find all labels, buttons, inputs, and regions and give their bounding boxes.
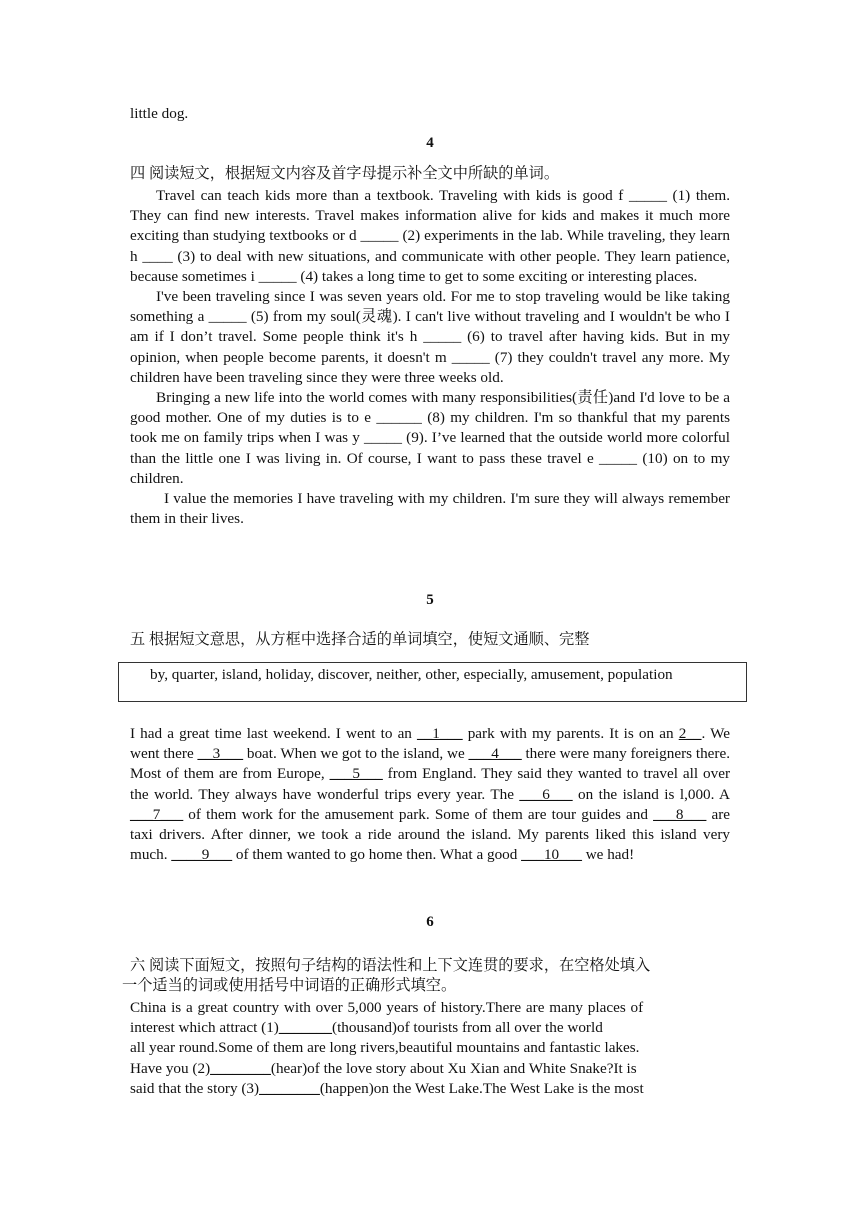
passage-text: interest which attract (1)	[130, 1019, 279, 1037]
section-4-paragraph-1: Travel can teach kids more than a textbook. Traveling with kids is good f _____ (1) them. They can find new interests. Travel makes information alive for kids and makes it much more exciting than studying textbooks or d _____ (2) experiments in the lab. While traveling, they learn h ____ (3) to deal with new situations, and communicate with other people. They learn patience, because sometimes i _____ (4) takes a long time to get to some exciting or interesting places.	[130, 187, 730, 285]
word-box	[118, 662, 747, 702]
blank-3[interactable]: ________	[259, 1079, 320, 1097]
section-6-passage	[130, 998, 730, 1099]
word-box-list: by, quarter, island, holiday, discover, neither, other, especially, amusement, population	[150, 666, 673, 683]
section-5-paragraph	[130, 724, 730, 865]
blank-5[interactable]: ___5___	[329, 765, 383, 783]
passage-text: (happen)on the West Lake.The West Lake is the most	[319, 1079, 644, 1097]
section-4-paragraph-3: Bringing a new life into the world comes with many responsibilities(责任)and I'd love to be a good mother. One of my duties is to e ______ (8) my children. I'm so thankful that my parents took me on family trips when I was y _____ (9). I’ve learned that the outside world more colorful than the little one I was living in. Of course, I want to pass these travel e _____ (10) on to my children.	[130, 389, 730, 487]
section-4-instruction: 四 阅读短文，根据短文内容及首字母提示补全文中所缺的单词。	[130, 165, 560, 182]
passage-text: there were many foreigners there. Most of them are from Europe,	[130, 745, 730, 783]
passage-text: (thousand)of tourists from all over the world	[332, 1019, 603, 1037]
blank-10[interactable]: ___10___	[521, 846, 582, 864]
passage-text: . We went there	[130, 725, 730, 763]
blank-7[interactable]: ___7___	[130, 805, 184, 823]
passage-text: Have you (2)	[130, 1059, 211, 1077]
passage-text: of them wanted to go home then. What a good	[232, 846, 522, 864]
passage-text: said that the story (3)	[130, 1079, 260, 1097]
section-5-instruction: 五 根据短文意思，从方框中选择合适的单词填空，使短文通顺、完整	[130, 631, 590, 648]
blank-2[interactable]: 2__	[678, 725, 702, 742]
section-6-instruction-line-2: 一个适当的词或使用括号中词语的正确形式填空。	[122, 977, 457, 995]
section-6-instruction-line-1: 六 阅读下面短文，按照句子结构的语法性和上下文连贯的要求，在空格处填入	[130, 957, 651, 974]
top-fragment: little dog.	[130, 105, 189, 122]
section-6-line	[130, 1079, 730, 1099]
section-4-paragraph-4: I value the memories I have traveling with my children. I'm sure they will always remember them in their lives.	[130, 490, 730, 528]
passage-text: from England. They said they wanted to travel all over the world. They always have wonderful trips every year. The	[130, 765, 730, 803]
passage-text: (hear)of the love story about Xu Xian and White Snake?It is	[270, 1059, 637, 1077]
section-6-line: all year round.Some of them are long rivers,beautiful mountains and fantastic lakes.	[130, 1039, 640, 1057]
passage-text: of them work for the amusement park. Some of them are tour guides and	[183, 805, 654, 823]
section-5-passage	[130, 724, 730, 865]
section-4-paragraph-2: I've been traveling since I was seven years old. For me to stop traveling would be like taking something a _____ (5) from my soul(灵魂). I can't live without traveling and I wouldn't be who I am if I don’t travel. Some people think it's h _____ (6) to travel after having kids. But in my opinion, when people become parents, it doesn't m _____ (7) they couldn't travel any more. My children have been traveling since they were three weeks old.	[130, 288, 730, 386]
blank-1[interactable]: _______	[278, 1019, 333, 1037]
section-5-number: 5	[426, 592, 434, 608]
passage-text: are taxi drivers. After dinner, we took a ride around the island. My parents liked this island very much.	[130, 805, 730, 864]
section-6-line: China is a great country with over 5,000 years of history.There are many places of	[130, 999, 644, 1016]
blank-9[interactable]: ____9___	[171, 846, 233, 864]
blank-8[interactable]: ___8___	[653, 805, 707, 823]
blank-3[interactable]: __3___	[197, 745, 244, 763]
passage-text: boat. When we got to the island, we	[243, 745, 469, 763]
section-4-passage	[130, 186, 730, 529]
passage-text: we had!	[581, 846, 635, 864]
passage-text: on the island is l,000. A	[572, 785, 730, 803]
blank-1[interactable]: __1___	[417, 725, 463, 742]
blank-2[interactable]: ________	[210, 1059, 271, 1077]
section-6-instruction	[122, 956, 740, 996]
section-4-number: 4	[426, 135, 434, 151]
blank-6[interactable]: ___6___	[519, 785, 573, 803]
passage-text: park with my parents. It is on an	[462, 725, 679, 742]
section-6-number: 6	[426, 914, 434, 930]
section-6-line	[130, 1059, 730, 1079]
passage-text: I had a great time last weekend. I went to an	[130, 725, 418, 742]
blank-4[interactable]: ___4___	[468, 745, 522, 763]
section-6-line	[130, 1018, 730, 1038]
